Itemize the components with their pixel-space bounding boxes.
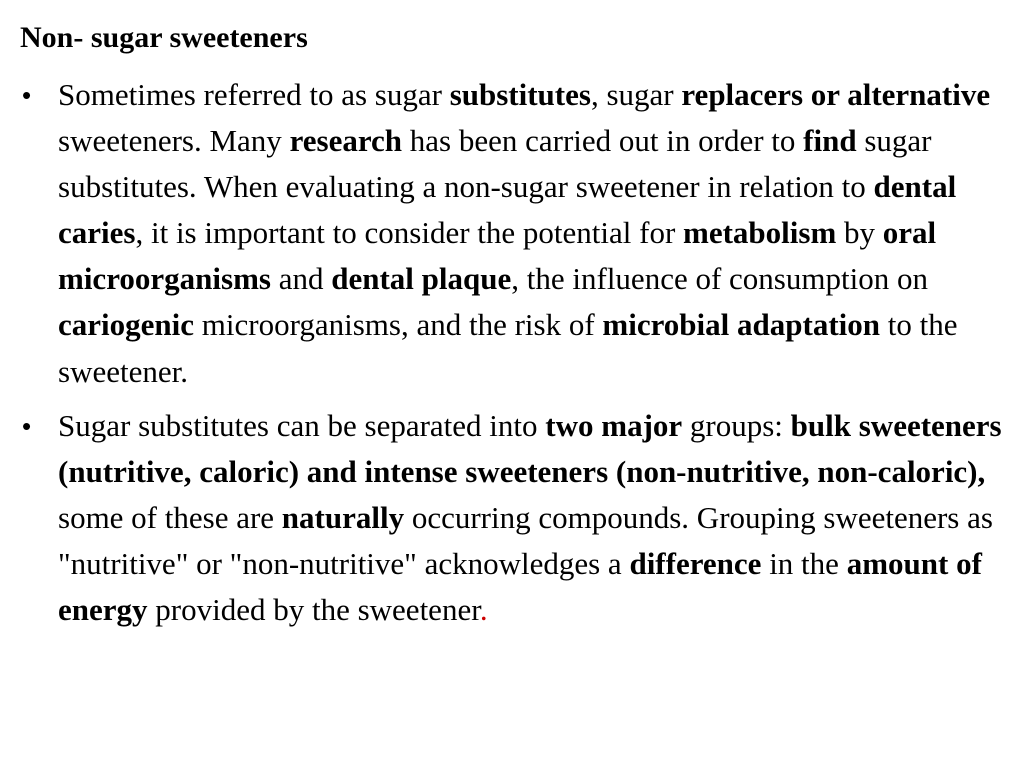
body-text: sugar substitutes. When evaluating a non-sugar sweetener in relation to bbox=[58, 123, 932, 205]
body-text: to the sweetener. bbox=[58, 307, 958, 389]
slide-title: Non- sugar sweeteners bbox=[20, 21, 308, 54]
bullet-icon: • bbox=[22, 410, 32, 441]
body-text: some of these are bbox=[58, 499, 282, 535]
body-text bbox=[803, 77, 811, 112]
bold-text: microbial adaptation bbox=[602, 307, 880, 343]
body-text: , sugar bbox=[590, 77, 682, 112]
body-text: groups: bbox=[682, 407, 791, 443]
body-text: . bbox=[479, 592, 488, 628]
bold-text: substitutes bbox=[449, 77, 591, 112]
bullet-item bbox=[20, 403, 1010, 633]
body-text: microorganisms, and the risk of bbox=[194, 307, 603, 343]
body-text: , the influence of consumption on bbox=[511, 261, 928, 297]
body-text: occurring compounds. Grouping sweeteners as "nutritive" or "non-nutritive" acknowledges a bbox=[58, 499, 993, 581]
bold-text: dental caries bbox=[58, 169, 957, 251]
bold-text: dental plaque bbox=[331, 261, 512, 297]
bold-text: or alternative bbox=[810, 77, 991, 112]
bold-text: amount of energy bbox=[58, 545, 982, 628]
body-text: by bbox=[836, 215, 883, 251]
body-text: Sugar substitutes can be separated into bbox=[58, 407, 546, 443]
bullet-list bbox=[20, 72, 1010, 633]
bold-text: difference bbox=[629, 545, 762, 581]
bullet-icon: • bbox=[22, 80, 32, 110]
body-text: sweeteners. Many bbox=[58, 123, 290, 159]
body-text: , it is important to consider the potential for bbox=[135, 215, 684, 251]
body-text: Sometimes referred to as sugar bbox=[58, 77, 450, 112]
bold-text: two major bbox=[545, 407, 683, 443]
bold-text: cariogenic bbox=[58, 307, 195, 343]
bold-text: research bbox=[289, 123, 403, 159]
body-text: provided by the sweetener bbox=[147, 592, 480, 628]
body-text: has been carried out in order to bbox=[402, 123, 804, 159]
body-text: and bbox=[270, 261, 332, 297]
bold-text: oral microorganisms bbox=[58, 215, 937, 297]
bold-text: find bbox=[803, 123, 857, 159]
bold-text: naturally bbox=[281, 499, 405, 535]
bold-text: replacers bbox=[681, 77, 804, 112]
bold-text: bulk sweeteners (nutritive, caloric) and intense sweeteners (non-nutritive, non-caloric), bbox=[58, 407, 1002, 489]
bullet-item bbox=[20, 72, 1010, 395]
body-text: in the bbox=[761, 545, 847, 581]
bold-text: metabolism bbox=[683, 215, 837, 251]
